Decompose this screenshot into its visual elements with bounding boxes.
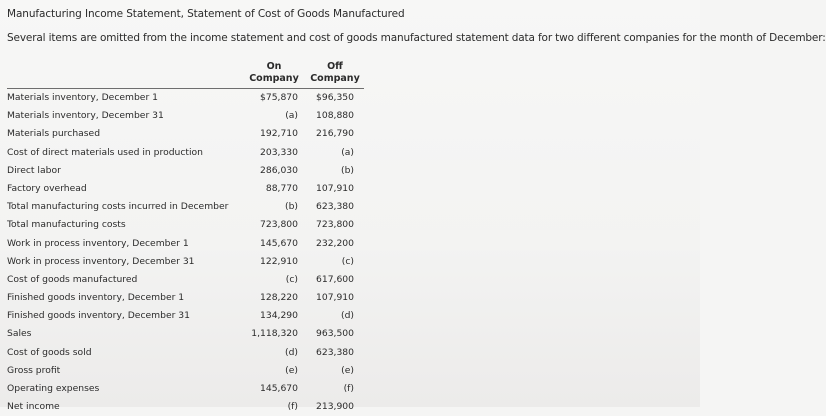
off-company-value: 963,500	[316, 328, 354, 340]
table-row	[7, 125, 367, 143]
on-company-value: (f)	[287, 401, 298, 413]
row-label: Net income	[7, 401, 60, 413]
on-company-value: $75,870	[260, 92, 298, 103]
on-company-value: 1,118,320	[251, 328, 298, 340]
on-company-value: 122,910	[260, 255, 298, 267]
row-label: Cost of direct materials used in production	[7, 146, 204, 158]
row-label: Materials inventory, December 1	[7, 92, 159, 103]
table-row	[7, 362, 367, 380]
row-label: Operating expenses	[7, 383, 100, 394]
row-label: Total manufacturing costs incurred in December	[7, 201, 229, 213]
off-company-value: 213,900	[316, 401, 354, 413]
off-company-value: (e)	[341, 364, 354, 376]
off-company-value: 108,880	[316, 110, 354, 122]
table-row	[7, 235, 367, 253]
row-label: Gross profit	[7, 364, 61, 376]
table-row	[7, 180, 367, 198]
on-company-value: (c)	[285, 273, 298, 285]
off-company-value: 107,910	[316, 292, 354, 304]
table-row	[7, 289, 367, 307]
data-table	[7, 89, 367, 416]
on-company-value: 723,800	[260, 219, 298, 231]
row-label: Total manufacturing costs	[7, 219, 126, 231]
table-row	[7, 398, 367, 416]
table-row	[7, 344, 367, 362]
on-company-value: 203,330	[260, 146, 298, 158]
column-header-off-line2: Company	[310, 73, 360, 84]
off-company-value: 107,910	[316, 182, 354, 194]
on-company-value: (a)	[285, 110, 298, 122]
row-label: Cost of goods manufactured	[7, 273, 138, 285]
table-row	[7, 198, 367, 216]
off-company-value: $96,350	[316, 92, 354, 103]
table-row	[7, 307, 367, 325]
off-company-value: 617,600	[316, 273, 354, 285]
table-row	[7, 162, 367, 180]
on-company-value: 145,670	[260, 383, 298, 394]
table-row	[7, 107, 367, 125]
on-company-value: 286,030	[260, 164, 298, 176]
off-company-value: 723,800	[316, 219, 354, 231]
table-row	[7, 271, 367, 289]
row-label: Materials inventory, December 31	[7, 110, 164, 122]
on-company-value: 145,670	[260, 237, 298, 249]
column-header-off-company	[306, 61, 364, 85]
off-company-value: (b)	[340, 164, 354, 176]
row-label: Work in process inventory, December 31	[7, 255, 195, 267]
row-label: Sales	[7, 328, 32, 340]
on-company-value: 134,290	[260, 310, 298, 322]
off-company-value: 216,790	[316, 128, 354, 140]
off-company-value: (d)	[340, 310, 354, 322]
row-label: Factory overhead	[7, 182, 87, 194]
row-label: Finished goods inventory, December 1	[7, 292, 185, 304]
column-header-on-company	[246, 61, 302, 85]
table-row	[7, 89, 367, 107]
on-company-value: 88,770	[265, 182, 298, 194]
page-title: Manufacturing Income Statement, Statement of Cost of Goods Manufactured	[7, 8, 405, 20]
on-company-value: (b)	[284, 201, 298, 213]
table-row	[7, 216, 367, 234]
column-header-off-line1: Off	[327, 61, 343, 72]
on-company-value: 128,220	[260, 292, 298, 304]
table-row	[7, 253, 367, 271]
column-header-on-line1: On	[266, 61, 282, 72]
on-company-value: 192,710	[260, 128, 298, 140]
on-company-value: (e)	[285, 364, 298, 376]
row-label: Direct labor	[7, 164, 61, 176]
row-label: Work in process inventory, December 1	[7, 237, 189, 249]
row-label: Finished goods inventory, December 31	[7, 310, 190, 322]
problem-description: Several items are omitted from the income statement and cost of goods manufactured statement data for two different companies for the month of December:	[7, 32, 826, 44]
table-row	[7, 380, 367, 398]
off-company-value: (f)	[343, 383, 354, 394]
off-company-value: 623,380	[316, 346, 354, 358]
column-header-on-line2: Company	[249, 73, 299, 84]
off-company-value: (a)	[341, 146, 354, 158]
row-label: Cost of goods sold	[7, 346, 92, 358]
on-company-value: (d)	[284, 346, 298, 358]
table-row	[7, 144, 367, 162]
off-company-value: (c)	[341, 255, 354, 267]
row-label: Materials purchased	[7, 128, 101, 140]
off-company-value: 623,380	[316, 201, 354, 213]
off-company-value: 232,200	[316, 237, 354, 249]
table-row	[7, 325, 367, 343]
